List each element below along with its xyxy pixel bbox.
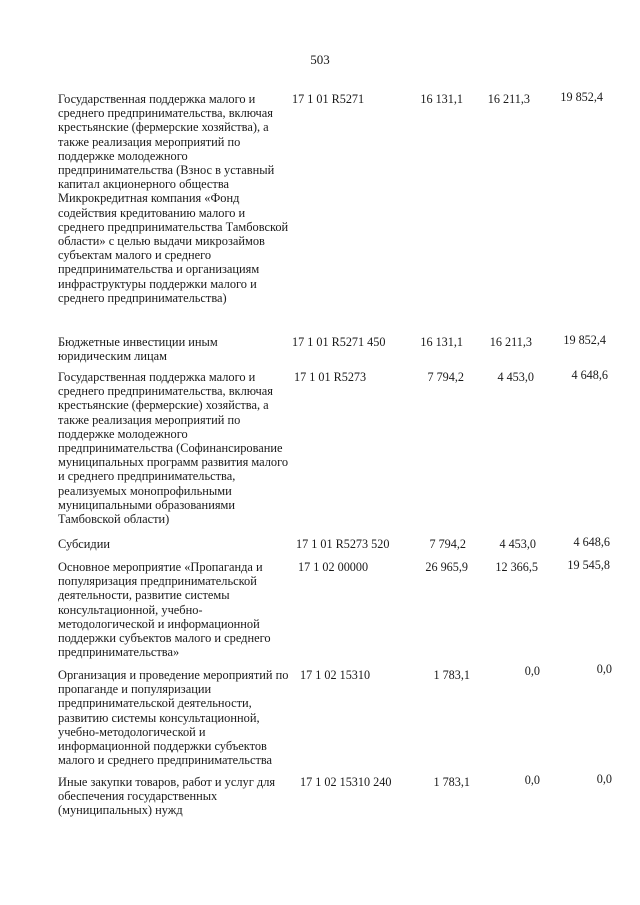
row-code: 17 1 01 R5273 <box>294 370 367 384</box>
row-description: Государственная поддержка малого и среднего предпринимательства, включая крестьянские (фермерские) хозяйства, а также реализация мероприятий по поддержке молодежного предпринимательства (Софинансирование муниципальных программ развития малого и среднего предпринимательства, реализуемых монопрофильными муниципальными образованиями Тамбовской области) <box>58 370 289 527</box>
row-value-2: 0,0 <box>524 773 540 787</box>
row-code: 17 1 02 00000 <box>298 560 369 574</box>
row-value-3: 0,0 <box>596 772 612 786</box>
row-value-1: 1 783,1 <box>433 775 470 789</box>
row-value-2: 4 453,0 <box>497 370 534 384</box>
row-value-1: 1 783,1 <box>433 668 470 682</box>
row-value-3: 4 648,6 <box>571 368 608 382</box>
row-value-3: 19 545,8 <box>567 558 610 572</box>
row-value-2: 4 453,0 <box>499 537 536 551</box>
row-value-1: 16 131,1 <box>420 335 463 349</box>
row-value-3: 0,0 <box>596 662 612 676</box>
row-value-2: 16 211,3 <box>487 92 530 106</box>
row-description: Основное мероприятие «Пропаганда и популяризация предпринимательской деятельности, развитие системы консультационной, учебно-методологической и информационной поддержки субъектов малого и среднего предпринимательства» <box>58 560 271 660</box>
row-value-3: 19 852,4 <box>563 333 606 347</box>
row-value-1: 16 131,1 <box>420 92 463 106</box>
row-value-3: 4 648,6 <box>573 535 610 549</box>
row-description: Иные закупки товаров, работ и услуг для обеспечения государственных (муниципальных) нужд <box>58 775 276 818</box>
row-value-2: 16 211,3 <box>489 335 532 349</box>
row-value-3: 19 852,4 <box>560 90 603 104</box>
row-code: 17 1 02 15310 240 <box>300 775 392 789</box>
row-description: Субсидии <box>58 537 110 551</box>
row-value-1: 7 794,2 <box>427 370 464 384</box>
row-value-2: 0,0 <box>524 664 540 678</box>
row-value-2: 12 366,5 <box>495 560 538 574</box>
row-code: 17 1 01 R5271 450 <box>292 335 386 349</box>
row-code: 17 1 01 R5271 <box>292 92 365 106</box>
page-number: 503 <box>310 52 330 67</box>
row-description: Организация и проведение мероприятий по пропаганде и популяризации предпринимательской деятельности, развитию системы консультационной, учебно-методологической и информационной поддержки субъектов малого и среднего предпринимательства <box>58 668 289 768</box>
row-value-1: 7 794,2 <box>429 537 466 551</box>
row-description: Государственная поддержка малого и среднего предпринимательства, включая крестьянские (фермерские хозяйства), а также реализация мероприятий по поддержке молодежного предпринимательства (Взнос в уставный капитал акционерного общества Микрокредитная компания «Фонд содействия кредитованию малого и среднего предпринимательства Тамбовской области» с целью выдачи микрозаймов субъектам малого и среднего предпринимательства и организациям инфраструктуры поддержки малого и среднего предпринимательства) <box>58 92 289 305</box>
row-description: Бюджетные инвестиции иным юридическим лицам <box>58 335 218 364</box>
row-value-1: 26 965,9 <box>425 560 468 574</box>
row-code: 17 1 01 R5273 520 <box>296 537 390 551</box>
row-code: 17 1 02 15310 <box>300 668 371 682</box>
